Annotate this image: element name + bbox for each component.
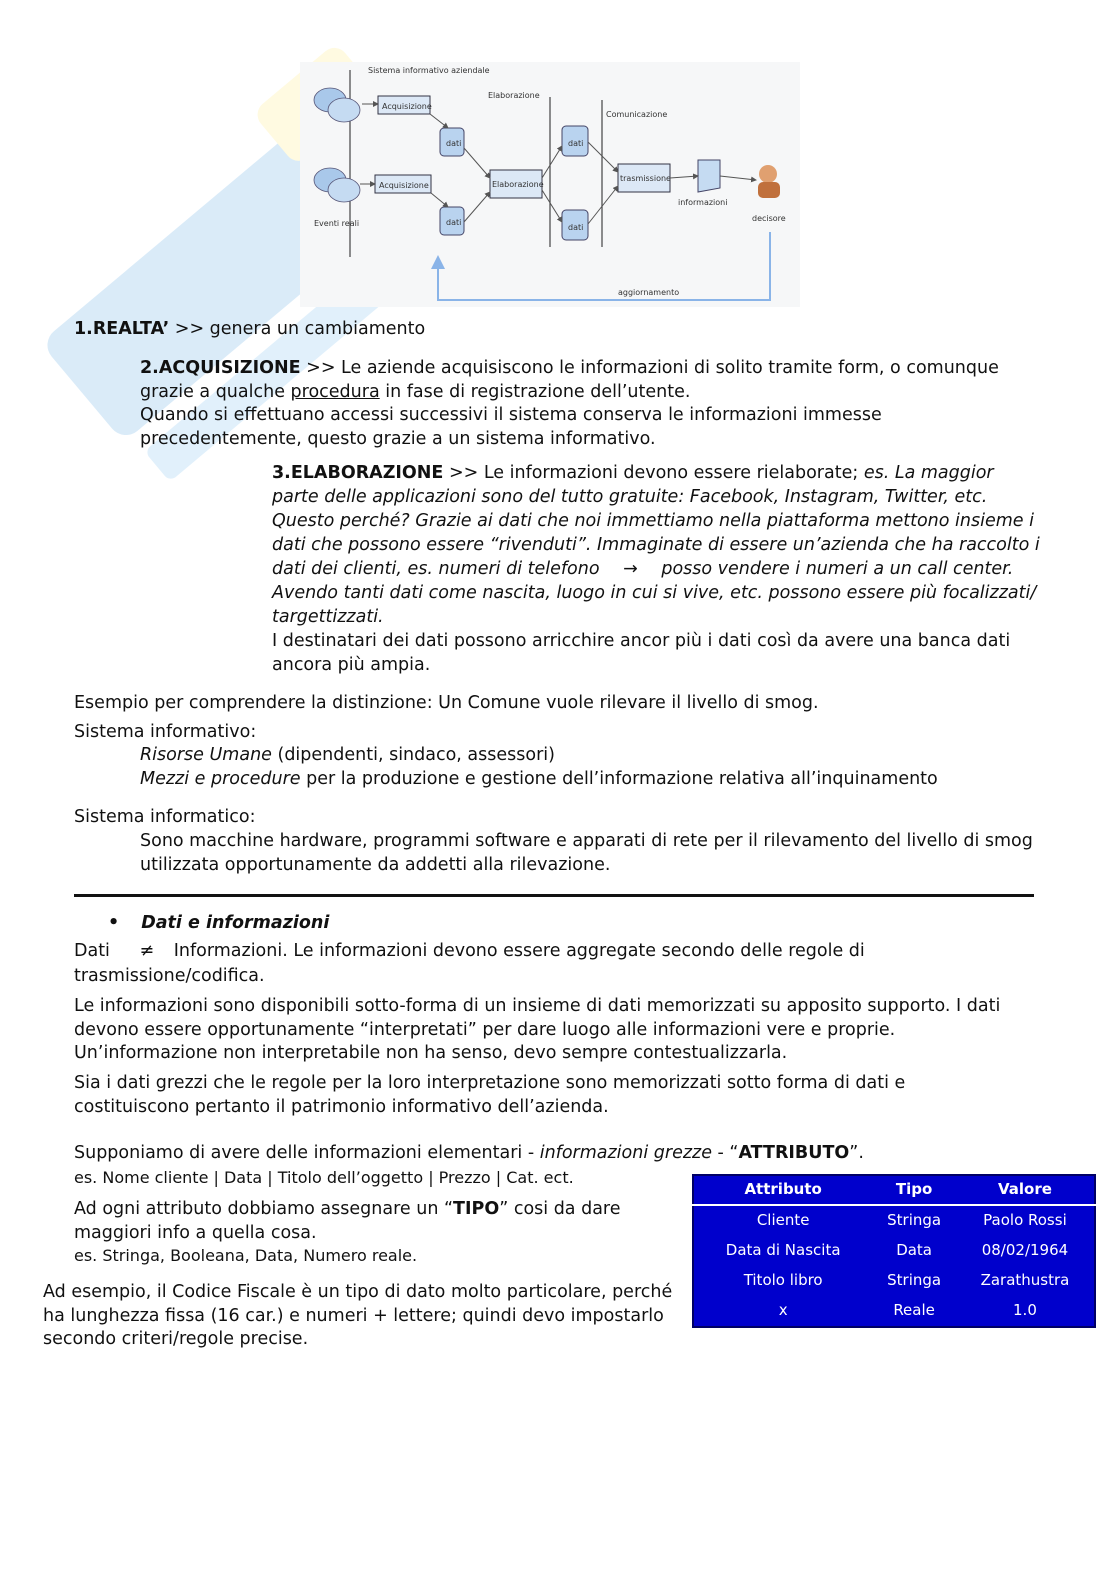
dati-heading: Dati e informazioni (141, 913, 330, 933)
section-elaborazione-italic-a: es. La maggior parte delle applicazioni sono del tutto gratuite: Facebook, Instagram, Twitter, etc. Questo perché? Grazie ai dati che noi immettiamo nella piattaforma mettono insieme i dati che possono essere “rivenduti”. Immaginate di essere un’azienda che ha raccolto i dati dei clienti, es. numeri di telefono (272, 463, 1040, 579)
procedura-link: procedura (290, 381, 380, 402)
informazioni-grezze: informazioni grezze (539, 1143, 712, 1163)
table-cell: Paolo Rossi (983, 1211, 1067, 1230)
supponiamo-a: Supponiamo di avere delle informazioni elementari - (74, 1143, 540, 1163)
section-acquisizione-title: ACQUISIZIONE (158, 358, 301, 378)
dati-line1-a: Dati (74, 941, 116, 961)
tipo-line (74, 1198, 674, 1245)
diagram-dati-2: dati (446, 218, 462, 227)
es-attributi: es. Nome cliente | Data | Titolo dell’oggetto | Prezzo | Cat. ect. (74, 1168, 574, 1187)
diagram-realta: Eventi reali (314, 219, 360, 228)
dati-line1 (74, 939, 924, 989)
table-cell: Data di Nascita (725, 1241, 841, 1260)
header-tipo: Tipo (872, 1175, 956, 1205)
codice-fiscale-para: Ad esempio, il Codice Fiscale è un tipo di dato molto particolare, perché ha lunghezza fissa (16 car.) e numeri + lettere; quindi devo impostarlo secondo criteri/regole precise. (43, 1282, 673, 1349)
table-row (693, 1205, 1095, 1236)
section-acquisizione-text-a: >> Le aziende acquisiscono le informazioni di solito tramite form, o comunque grazie a qualche (140, 358, 999, 402)
diagram-trasmissione: trasmissione (620, 174, 671, 183)
dati-para2: Le informazioni sono disponibili sotto-forma di un insieme di dati memorizzati su apposito supporto. I dati devono essere opportunamente “interpretati” per dare luogo alle informazioni vere e proprie. Un’informazione non interpretabile non ha senso, devo sempre contestualizzarla. (74, 996, 1001, 1063)
table-cell: 08/02/1964 (981, 1241, 1069, 1260)
section-acquisizione-num: 2. (140, 358, 159, 378)
arrow-icon: → (623, 559, 638, 579)
header-valore: Valore (956, 1175, 1095, 1205)
supponiamo-line (74, 1142, 864, 1166)
section-acquisizione-text-b: in fase di registrazione dell’utente. (379, 381, 691, 402)
diagram-top-title: Sistema informativo aziendale (368, 66, 490, 75)
diagram-dati-1: dati (446, 139, 462, 148)
not-equal-icon: ≠ (139, 941, 155, 961)
supponiamo-b: - “ (711, 1143, 739, 1163)
diagram-decisore: decisore (752, 214, 786, 223)
information-system-diagram (300, 62, 800, 307)
section-realta-title: REALTA’ (92, 319, 170, 339)
attribute-table (692, 1174, 1096, 1328)
mezzi-procedure-text: per la produzione e gestione dell’informazione relativa all’inquinamento (300, 769, 938, 789)
supponiamo-c: ”. (849, 1143, 864, 1163)
horizontal-divider (74, 894, 1034, 897)
dati-para3: Sia i dati grezzi che le regole per la loro interpretazione sono memorizzati sotto forma di dati e costituiscono pertanto il patrimonio informativo dell’azienda. (74, 1073, 906, 1117)
table-row (693, 1266, 1095, 1296)
mezzi-procedure-line (140, 768, 938, 792)
sistema-informatico-text: Sono macchine hardware, programmi software e apparati di rete per il rilevamento del livello di smog utilizzata opportunamente da addetti alla rilevazione. (140, 831, 1033, 875)
diagram-aggiornamento: aggiornamento (618, 288, 680, 297)
diagram-dati-4: dati (568, 223, 584, 232)
risorse-umane-text: (dipendenti, sindaco, assessori) (271, 745, 555, 765)
risorse-umane-italic: Risorse Umane (140, 745, 272, 765)
section-realta (74, 318, 425, 342)
section-realta-num: 1. (74, 319, 93, 339)
section-elaborazione-text-a: >> Le informazioni devono essere rielaborate; (443, 463, 864, 483)
table-cell: Cliente (756, 1211, 810, 1230)
table-row (693, 1296, 1095, 1327)
tipo-b: ” cosi da dare maggiori info a quella cosa. (74, 1199, 621, 1243)
diagram-dati-3: dati (568, 139, 584, 148)
example-intro: Esempio per comprendere la distinzione: Un Comune vuole rilevare il livello di smog. (74, 693, 819, 713)
section-elaborazione (272, 461, 1042, 677)
table-row (693, 1236, 1095, 1266)
mezzi-procedure-italic: Mezzi e procedure (140, 769, 301, 789)
risorse-umane-line (140, 744, 555, 768)
tipo-a: Ad ogni attributo dobbiamo assegnare un “ (74, 1199, 454, 1219)
table-cell: Stringa (887, 1211, 942, 1230)
diagram-acquisizione-1: Acquisizione (382, 102, 432, 111)
table-cell: Zarathustra (980, 1271, 1070, 1290)
diagram-informazioni: informazioni (678, 198, 728, 207)
table-cell: 1.0 (1013, 1301, 1037, 1320)
table-cell: Data (896, 1241, 933, 1260)
tipo-bold: TIPO (453, 1199, 500, 1219)
header-attributo: Attributo (693, 1175, 872, 1205)
table-cell: Reale (893, 1301, 935, 1320)
table-header-row (693, 1175, 1095, 1205)
table-cell: Stringa (887, 1271, 942, 1290)
bullet-icon: • (108, 913, 120, 933)
section-elaborazione-num: 3. (272, 463, 291, 483)
section-acquisizione-text-c: Quando si effettuano accessi successivi il sistema conserva le informazioni immesse precedentemente, questo grazie a un sistema informativo. (140, 405, 882, 449)
es-tipi: es. Stringa, Booleana, Data, Numero reale. (74, 1246, 418, 1265)
dati-line1-b: Informazioni. Le informazioni devono essere aggregate secondo delle regole di trasmissione/codifica. (74, 941, 865, 986)
section-elaborazione-italic-b: posso vendere i numeri a un call center. Avendo tanti dati come nascita, luogo in cui si vive, etc. possono essere più focalizzati/ targettizzati. (272, 559, 1037, 627)
diagram-elaborazione-box: Elaborazione (492, 180, 544, 189)
attributo-bold: ATTRIBUTO (738, 1143, 850, 1163)
table-cell: Titolo libro (743, 1271, 823, 1290)
diagram-acquisizione-2: Acquisizione (379, 181, 429, 190)
section-elaborazione-text-b: I destinatari dei dati possono arricchire ancor più i dati così da avere una banca dati ancora più ampia. (272, 631, 1011, 675)
sistema-informativo-label: Sistema informativo: (74, 722, 257, 742)
sistema-informatico-label: Sistema informatico: (74, 807, 256, 827)
section-realta-text: >> genera un cambiamento (169, 319, 426, 339)
dati-heading-line (108, 912, 329, 936)
section-elaborazione-title: ELABORAZIONE (290, 463, 444, 483)
diagram-comunicazione-label: Comunicazione (606, 110, 668, 119)
diagram-elaborazione-label: Elaborazione (488, 91, 540, 100)
section-acquisizione (140, 357, 1000, 451)
table-cell: x (778, 1301, 788, 1320)
